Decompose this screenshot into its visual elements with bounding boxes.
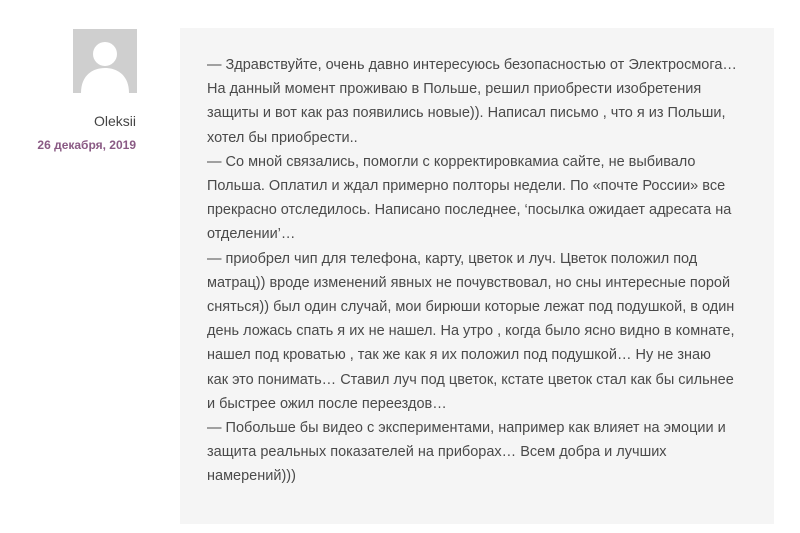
comment-author-name: Oleksii (93, 113, 136, 129)
avatar (73, 29, 137, 93)
comment-text: — Здравствуйте, очень давно интересуюсь безопасностью от Электросмога… На данный момент проживаю в Польше, решил приобрести изобретения защиты и вот как раз появились новые)). Написал письмо , что я из Польши, хотел бы приобрести.. — Со мной связались, помогли с корректировкамиа сайте, не выбивало Польша. Оплатил и ждал примерно полторы недели. По «почте России» все прекрасно отследилось. Написано последнее, ‘посылка ожидает адресата на отделении’… — приобрел чип для телефона, карту, цветок и луч. Цветок положил под матрац)) вроде изменений явных не почувствовал, но сны интересные порой сняться)) был один случай, мои бирюши которые лежат под подушкой, в один день ложась спать я их не нашел. На утро , когда было ясно видно в комнате, нашел под кроватью , так же как я их положил под подушкой… Ну не знаю как это понимать… Ставил луч под цветок, кстате цветок стал как бы сильнее и быстрее ожил после переездов… — Побольше бы видео с экспериментами, например как влияет на эмоции и защита реальных показателей на приборах… Всем добра и лучших намерений))) (207, 57, 737, 485)
comment-date: 26 декабря, 2019 (37, 138, 136, 152)
comment-author-meta (0, 0, 160, 533)
user-silhouette-icon (73, 29, 137, 93)
comment-body (180, 28, 774, 524)
